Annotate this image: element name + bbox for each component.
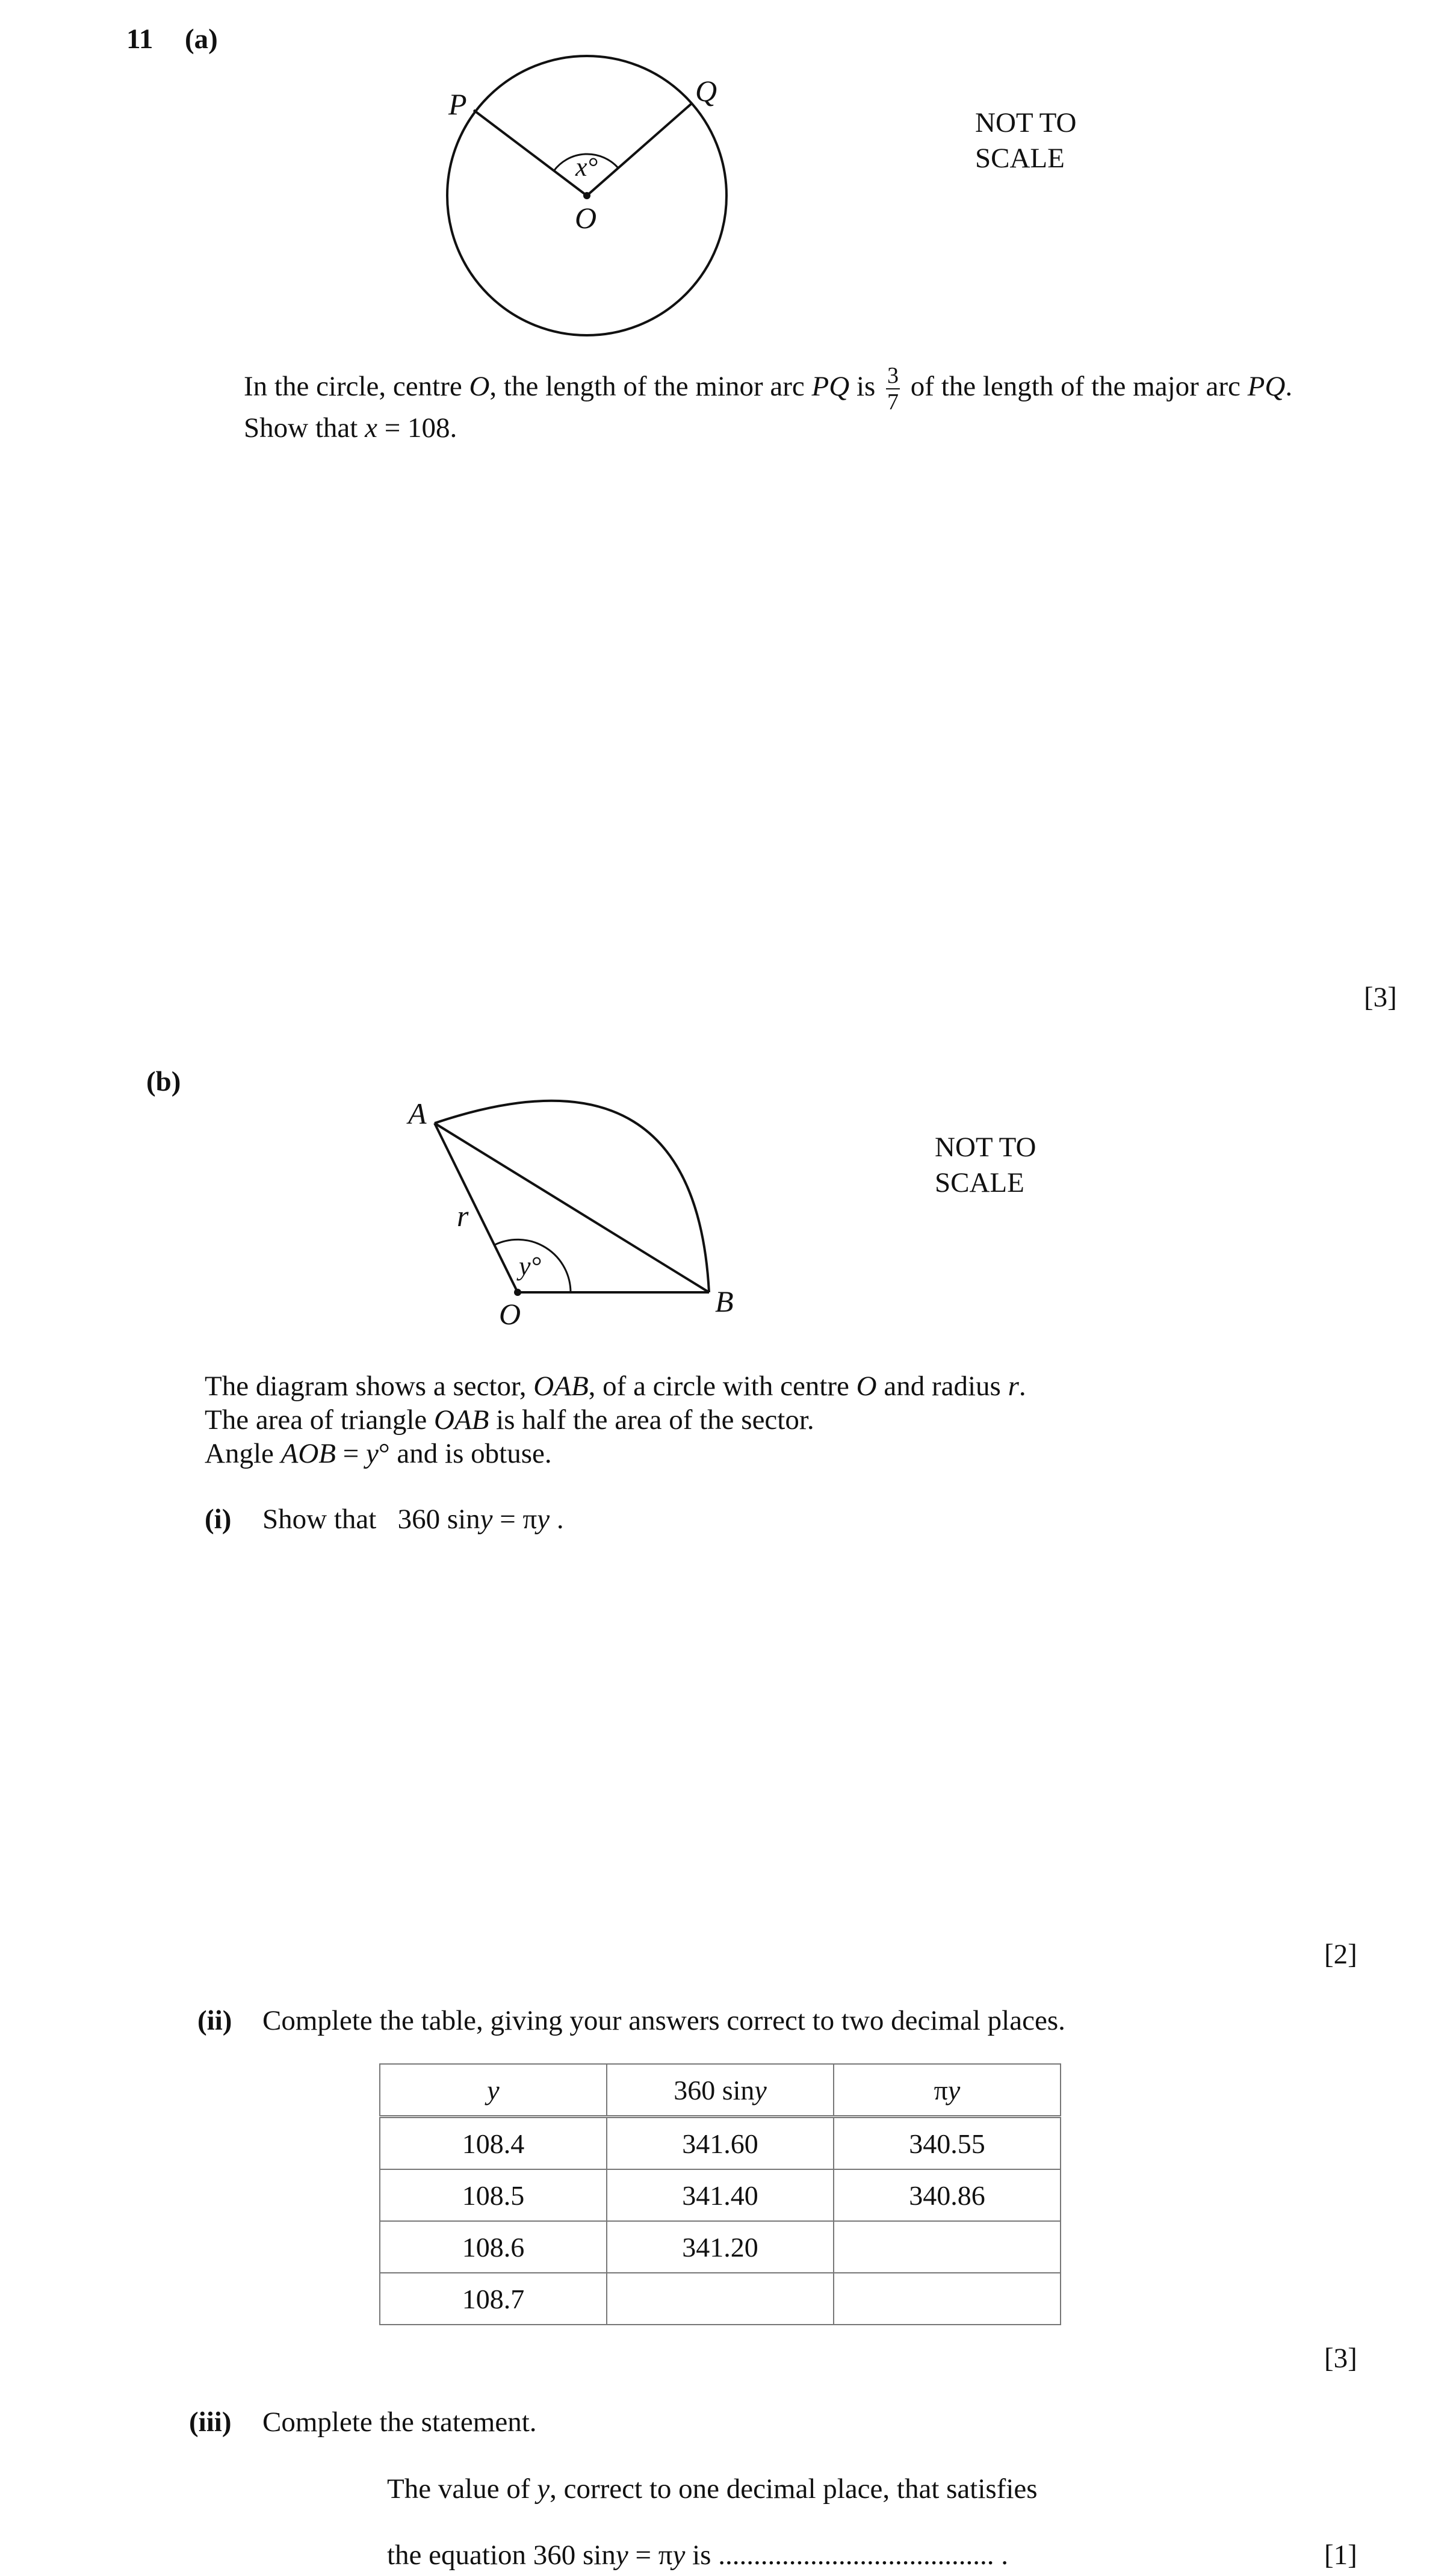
circle-diagram — [0, 0, 1456, 385]
answer-cell[interactable] — [607, 2273, 834, 2325]
table-header-y: y — [380, 2064, 607, 2117]
part-b-line1: The diagram shows a sector, OAB, of a circle with centre O and radius r. — [205, 1371, 1026, 1402]
sub-ii-text: Complete the table, giving your answers correct to two decimal places. — [262, 2005, 1065, 2036]
sub-ii-label: (ii) — [197, 2005, 232, 2036]
label-P: P — [448, 87, 467, 121]
sector-diagram — [0, 1023, 1456, 1384]
table-cell: 108.5 — [380, 2169, 607, 2221]
table-row — [380, 2221, 1061, 2273]
values-table — [379, 2063, 1061, 2325]
label-B: B — [715, 1284, 734, 1318]
table-cell: 108.6 — [380, 2221, 607, 2273]
table-header-piy: πy — [834, 2064, 1061, 2117]
part-a-show-that: Show that x = 108. — [244, 412, 457, 444]
label-O-b: O — [499, 1297, 521, 1331]
table-row — [380, 2117, 1061, 2170]
sub-i-text: Show that 360 siny = πy . — [262, 1504, 564, 1535]
label-O: O — [575, 201, 597, 235]
marks-a: [3] — [1364, 982, 1397, 1013]
answer-cell[interactable] — [834, 2221, 1061, 2273]
not-to-scale-b: NOT TO SCALE — [935, 1132, 1036, 1198]
table-header-row — [380, 2064, 1061, 2117]
angle-x-label: x° — [575, 152, 598, 182]
sub-iii-label: (iii) — [189, 2406, 232, 2438]
answer-cell[interactable] — [834, 2273, 1061, 2325]
table-cell: 341.60 — [607, 2117, 834, 2170]
table-cell: 108.4 — [380, 2117, 607, 2170]
statement-line2: the equation 360 siny = πy is ....................................... . — [387, 2539, 1008, 2571]
part-b-line2: The area of triangle OAB is half the area of the sector. — [205, 1404, 814, 1436]
marks-b-i: [2] — [1324, 1939, 1357, 1970]
table-cell: 341.20 — [607, 2221, 834, 2273]
label-A: A — [408, 1097, 427, 1130]
table-cell: 341.40 — [607, 2169, 834, 2221]
marks-b-iii: [1] — [1324, 2539, 1357, 2571]
sub-iii-text: Complete the statement. — [262, 2406, 537, 2438]
table-row — [380, 2273, 1061, 2325]
label-Q: Q — [695, 74, 717, 108]
fraction-3-7: $\frac{3}{7}$ — [887, 363, 899, 415]
table-header-360siny: 360 siny — [607, 2064, 834, 2117]
part-b-label: (b) — [146, 1066, 181, 1097]
answer-line[interactable]: is ....................................... . — [685, 2539, 1008, 2571]
table-cell: 340.55 — [834, 2117, 1061, 2170]
label-r: r — [457, 1199, 469, 1233]
table-row — [380, 2169, 1061, 2221]
angle-y-label: y° — [519, 1251, 542, 1281]
part-a-label: (a) — [185, 23, 218, 55]
marks-b-ii: [3] — [1324, 2343, 1357, 2374]
table-cell: 340.86 — [834, 2169, 1061, 2221]
statement-line1: The value of y, correct to one decimal place, that satisfies — [387, 2473, 1038, 2505]
sub-i-label: (i) — [205, 1504, 232, 1535]
part-b-line3: Angle AOB = y° and is obtuse. — [205, 1438, 552, 1469]
part-a-statement: In the circle, centre O, the length of the minor arc PQ is $\frac{3}{7}$ of the length of the major arc PQ. — [244, 363, 1293, 415]
not-to-scale-a: NOT TO SCALE — [975, 107, 1077, 174]
table-cell: 108.7 — [380, 2273, 607, 2325]
question-number: 11 — [126, 23, 153, 55]
